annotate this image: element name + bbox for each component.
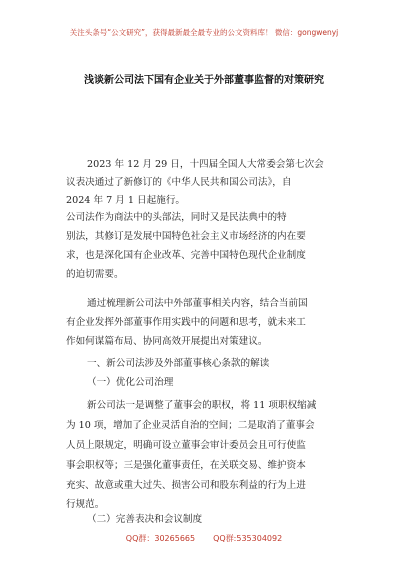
paragraph-1-line-3: 2024 年 7 月 1 日起施行。 — [66, 195, 186, 206]
paragraph-1-line-1: 2023 年 12 月 29 日，十四届全国人大常委会第七次会 — [87, 159, 324, 170]
qq-group-1: QQ群：30265665 — [125, 534, 196, 543]
promo-banner: 关注头条号“公文研究”，获得最新最全最专业的公文资料库！ 微信：gongwenyj — [69, 28, 339, 37]
document-title: 浅谈新公司法下国有企业关于外部董事监督的对策研究 — [84, 75, 324, 86]
paragraph-4-line-6: 行规范。 — [66, 499, 105, 510]
paragraph-1-line-2: 议表决通过了新修订的《中华人民共和国公司法》，自 — [66, 177, 292, 188]
paragraph-4-line-5: 充实、故意或重大过失、损害公司和股东利益的行为上进 — [66, 480, 306, 491]
paragraph-4-line-3: 人员上限规定，明确可设立董事会审计委员会且可行使监 — [66, 440, 306, 451]
subheading-1: （一）优化公司治理 — [87, 377, 174, 388]
qq-footer — [0, 533, 408, 544]
paragraph-3-line-2: 有企业发挥外部董事作用实践中的问题和思考，就未来工 — [66, 317, 306, 328]
paragraph-2-line-3: 求，也是深化国有企业改革、完善中国特色现代企业制度 — [66, 250, 306, 261]
paragraph-3-line-3: 作如何谋篇布局、协同高效开展提出对策建议。 — [66, 336, 268, 347]
section-heading-1: 一、新公司法涉及外部董事核心条款的解读 — [87, 358, 270, 369]
paragraph-2-line-1: 公司法作为商法中的头部法，同时又是民法典中的特 — [66, 212, 287, 223]
paragraph-4-line-1: 新公司法一是调整了董事会的职权，将 11 项职权缩减 — [87, 400, 317, 411]
paragraph-4-line-2: 为 10 项，增加了企业灵活自治的空间；二是取消了董事会 — [66, 420, 315, 431]
paragraph-4-line-4: 事会职权等；三是强化董事责任，在关联交易、维护资本 — [66, 460, 306, 471]
paragraph-2-line-4: 的迫切需要。 — [66, 269, 124, 280]
paragraph-2-line-2: 别法，其修订是发展中国特色社会主义市场经济的内在要 — [66, 231, 306, 242]
qq-group-2: QQ群:535304092 — [213, 534, 283, 543]
paragraph-3-line-1: 通过梳理新公司法中外部董事相关内容，结合当前国 — [87, 298, 308, 309]
subheading-2: （二）完善表决和会议制度 — [87, 514, 203, 525]
